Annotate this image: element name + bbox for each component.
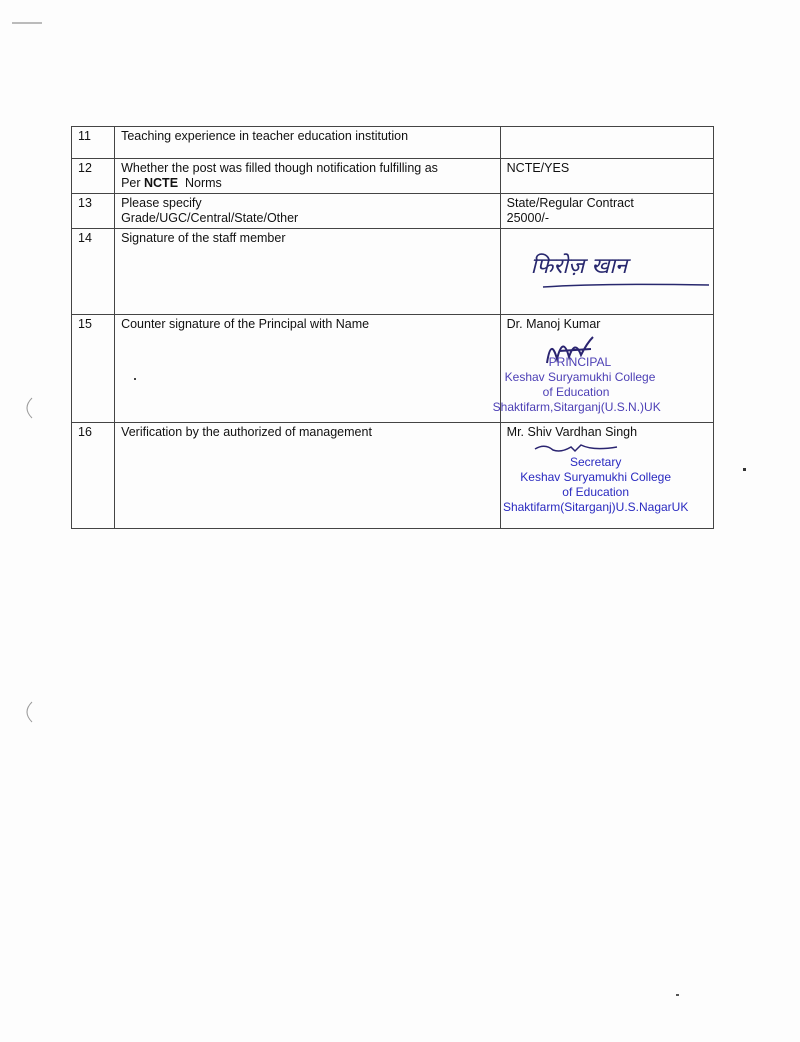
hole-punch-mark	[20, 396, 34, 420]
scan-mark	[12, 22, 42, 24]
label-text: Norms	[178, 176, 222, 190]
table-row	[72, 229, 714, 315]
scan-mark	[134, 378, 136, 380]
row-number: 16	[72, 423, 115, 529]
field-label	[115, 159, 501, 194]
field-label-line: Please specify	[121, 196, 202, 210]
field-label: Verification by the authorized of management	[115, 423, 501, 529]
value-line: 25000/-	[506, 211, 550, 225]
row-number: 13	[72, 194, 115, 229]
principal-cell	[492, 315, 713, 423]
label-text: Per	[121, 176, 144, 190]
row-number: 12	[72, 159, 115, 194]
field-label	[115, 194, 501, 229]
staff-signature: फिरोज़ खान	[530, 254, 628, 279]
field-label-line: Grade/UGC/Central/State/Other	[121, 211, 299, 225]
field-label-line	[121, 176, 494, 191]
hole-punch-mark	[20, 700, 34, 724]
secretary-signature	[531, 441, 621, 455]
field-value	[500, 127, 713, 159]
scan-mark	[676, 994, 679, 996]
ncte-bold-text: NCTE	[144, 176, 179, 190]
value-line: State/Regular Contract	[506, 196, 634, 210]
stamp-line: PRINCIPAL	[548, 355, 612, 369]
secretary-name: Mr. Shiv Vardhan Singh	[506, 425, 638, 439]
table-row	[72, 315, 714, 423]
stamp-line: Keshav Suryamukhi College	[504, 370, 656, 384]
principal-stamp	[491, 355, 701, 415]
stamp-line: of Education	[542, 385, 610, 399]
table-row	[72, 423, 714, 529]
table-row	[72, 159, 714, 194]
field-value	[500, 194, 713, 229]
staff-details-table	[71, 126, 714, 529]
row-number: 14	[72, 229, 115, 315]
table-row	[72, 194, 714, 229]
field-value: NCTE/YES	[500, 159, 713, 194]
scan-mark	[743, 468, 746, 471]
field-label-line: Whether the post was filled though notification fulfilling as	[121, 161, 438, 175]
signature-cell	[500, 229, 713, 315]
stamp-line: Shaktifarm,Sitarganj(U.S.N.)UK	[492, 400, 661, 414]
secretary-stamp	[491, 455, 701, 515]
signature-underline	[541, 281, 711, 291]
table-row	[72, 127, 714, 159]
stamp-line: of Education	[562, 485, 630, 499]
stamp-line: Shaktifarm(Sitarganj)U.S.NagarUK	[502, 500, 689, 514]
stamp-line: Secretary	[569, 455, 622, 469]
field-label: Signature of the staff member	[115, 229, 501, 315]
stamp-line: Keshav Suryamukhi College	[520, 470, 672, 484]
row-number: 15	[72, 315, 115, 423]
row-number: 11	[72, 127, 115, 159]
secretary-cell	[500, 423, 713, 529]
field-label: Teaching experience in teacher education institution	[115, 127, 501, 159]
field-label: Counter signature of the Principal with Name	[115, 315, 501, 423]
principal-name: Dr. Manoj Kumar	[506, 317, 601, 331]
